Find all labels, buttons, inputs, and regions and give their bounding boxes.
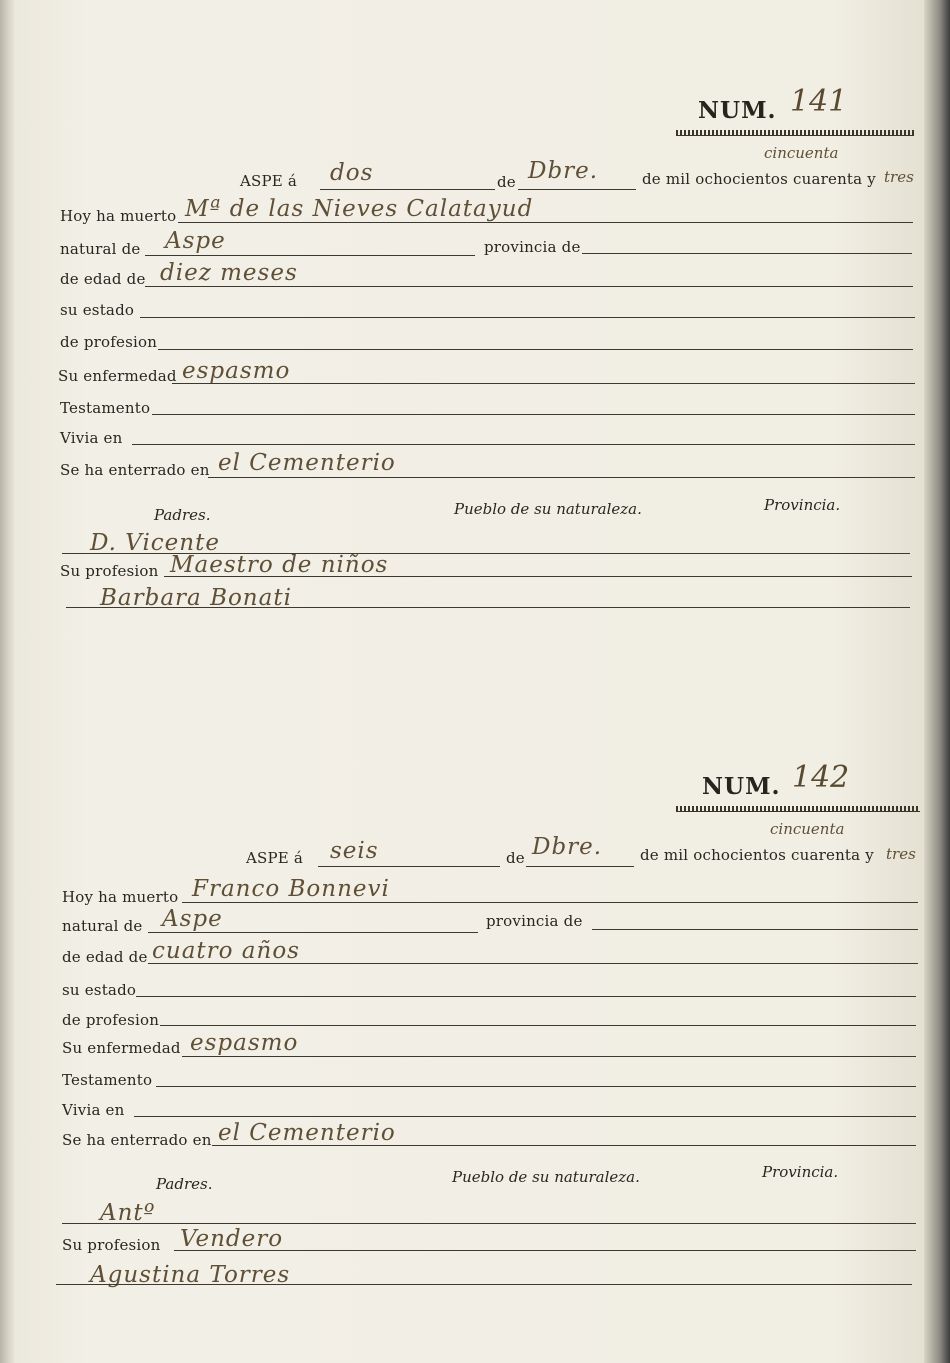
page-left-edge — [0, 0, 14, 1363]
month-line — [526, 866, 634, 867]
illness-value: espasmo — [182, 358, 291, 384]
residence-line — [134, 1116, 916, 1117]
residence-line — [132, 444, 915, 445]
year-extra: cincuenta — [764, 144, 839, 162]
deceased-name: Franco Bonnevi — [192, 876, 390, 902]
status-line — [140, 317, 915, 318]
age-value: cuatro años — [152, 938, 300, 964]
parents-header: Padres. — [154, 506, 211, 524]
status-label: su estado — [60, 301, 135, 319]
illness-line — [182, 1056, 916, 1057]
town-label: ASPE á — [246, 849, 304, 867]
testament-label: Testamento — [62, 1071, 153, 1089]
burial-value: el Cementerio — [218, 1120, 396, 1146]
mother-name: Agustina Torres — [90, 1262, 291, 1288]
record-number-label: NUM. — [698, 97, 777, 124]
illness-value: espasmo — [190, 1030, 299, 1056]
year-text: de mil ochocientos cuarenta y — [640, 846, 874, 864]
month-value: Dbre. — [528, 158, 599, 184]
deceased-line — [182, 902, 918, 903]
birthplace-label: natural de — [60, 240, 141, 258]
parent-profession-value: Vendero — [180, 1226, 284, 1252]
testament-label: Testamento — [60, 399, 151, 417]
occupation-label: de profesion — [60, 333, 158, 351]
record-number-value: 142 — [792, 760, 850, 795]
month-value: Dbre. — [532, 834, 603, 860]
birthplace-label: natural de — [62, 917, 143, 935]
age-value: diez meses — [160, 260, 298, 286]
mother-line — [56, 1284, 912, 1285]
province-label: provincia de — [484, 238, 581, 256]
illness-label: Su enfermedad — [62, 1039, 181, 1057]
ornamental-rule — [676, 130, 914, 136]
year-extra: cincuenta — [770, 820, 845, 838]
deceased-label: Hoy ha muerto — [62, 888, 179, 906]
month-line — [518, 189, 636, 190]
deceased-line — [178, 222, 913, 223]
province-label: provincia de — [486, 912, 583, 930]
residence-label: Vivia en — [62, 1101, 125, 1119]
book-spine-shadow — [924, 0, 950, 1363]
mother-line — [66, 607, 910, 608]
province-header: Provincia. — [764, 496, 841, 514]
hometown-header: Pueblo de su naturaleza. — [454, 500, 642, 518]
year-text: de mil ochocientos cuarenta y — [642, 170, 876, 188]
town-label: ASPE á — [240, 172, 298, 190]
age-line — [145, 286, 913, 287]
parent-profession-label: Su profesion — [62, 1236, 161, 1254]
deceased-name: Mª de las Nieves Calatayud — [185, 196, 534, 222]
father-name: Antº — [100, 1200, 156, 1226]
mother-name: Barbara Bonati — [100, 585, 292, 611]
birthplace-value: Aspe — [165, 228, 226, 254]
occupation-line — [160, 1025, 916, 1026]
hometown-header: Pueblo de su naturaleza. — [452, 1168, 640, 1186]
province-line — [592, 929, 918, 930]
status-line — [136, 996, 916, 997]
occupation-label: de profesion — [62, 1011, 160, 1029]
day-value: dos — [330, 160, 374, 186]
burial-value: el Cementerio — [218, 450, 396, 476]
parent-profession-value: Maestro de niños — [170, 552, 389, 578]
birthplace-value: Aspe — [162, 906, 223, 932]
province-line — [582, 253, 912, 254]
de-label: de — [506, 849, 525, 867]
testament-line — [152, 414, 915, 415]
parent-profession-line — [174, 1250, 916, 1251]
birthplace-line — [145, 255, 475, 256]
province-header: Provincia. — [762, 1163, 839, 1181]
illness-label: Su enfermedad — [58, 367, 177, 385]
record-number-label: NUM. — [702, 773, 781, 800]
day-line — [320, 189, 495, 190]
age-label: de edad de — [62, 948, 148, 966]
illness-line — [172, 383, 915, 384]
burial-line — [208, 477, 915, 478]
age-label: de edad de — [60, 270, 146, 288]
deceased-label: Hoy ha muerto — [60, 207, 177, 225]
status-label: su estado — [62, 981, 137, 999]
age-line — [148, 963, 918, 964]
day-value: seis — [330, 838, 379, 864]
record-number-value: 141 — [790, 84, 848, 119]
parent-profession-label: Su profesion — [60, 562, 159, 580]
occupation-line — [158, 349, 913, 350]
birthplace-line — [148, 932, 478, 933]
father-name: D. Vicente — [90, 530, 220, 556]
burial-label: Se ha enterrado en — [62, 1131, 212, 1149]
father-line — [62, 1223, 916, 1224]
de-label: de — [497, 173, 516, 191]
burial-label: Se ha enterrado en — [60, 461, 210, 479]
day-line — [318, 866, 500, 867]
year-last: tres — [884, 168, 914, 186]
ornamental-rule — [676, 806, 920, 812]
burial-line — [212, 1145, 916, 1146]
parents-header: Padres. — [156, 1175, 213, 1193]
parent-profession-line — [164, 576, 912, 577]
testament-line — [156, 1086, 916, 1087]
year-last: tres — [886, 845, 916, 863]
residence-label: Vivia en — [60, 429, 123, 447]
